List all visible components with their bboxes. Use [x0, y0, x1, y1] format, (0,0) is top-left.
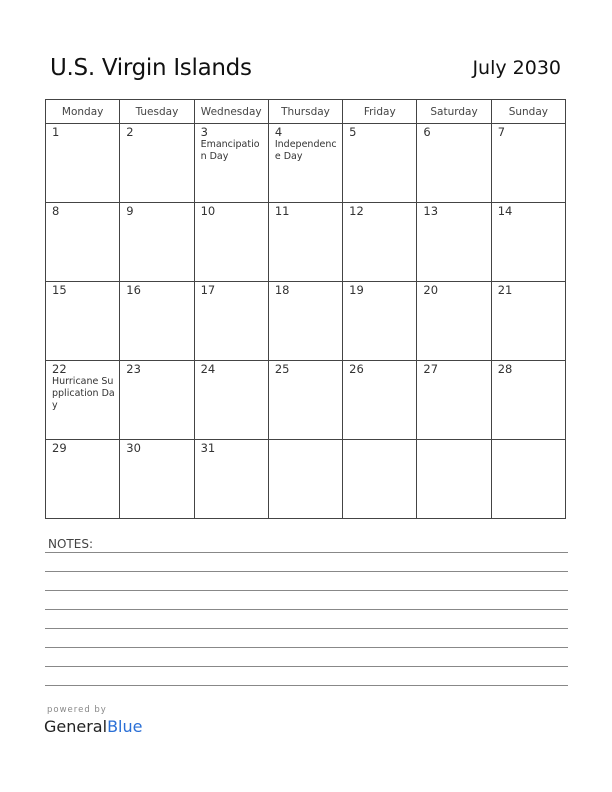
day-number: 22 — [52, 362, 67, 376]
week-row — [46, 203, 566, 282]
week-row — [46, 282, 566, 361]
day-cell — [194, 124, 268, 203]
day-number: 27 — [423, 362, 439, 376]
calendar-grid — [45, 99, 566, 519]
week-row — [46, 361, 566, 440]
weekday-monday: Monday — [46, 100, 120, 124]
day-number: 23 — [126, 362, 141, 376]
day-cell — [491, 203, 565, 282]
day-number: 31 — [200, 441, 216, 455]
generalblue-logo — [44, 717, 142, 736]
day-cell — [491, 282, 565, 361]
day-number: 21 — [497, 283, 513, 297]
holiday-label: Independence Day — [274, 139, 337, 162]
day-cell — [268, 203, 342, 282]
day-cell — [417, 282, 491, 361]
logo-general: General — [44, 717, 108, 736]
week-row — [46, 440, 566, 519]
day-cell — [46, 440, 120, 519]
day-cell — [417, 440, 491, 519]
day-number: 24 — [200, 362, 216, 376]
day-cell — [120, 124, 194, 203]
day-number: 11 — [274, 204, 290, 218]
day-cell — [343, 124, 417, 203]
day-number: 14 — [497, 204, 513, 218]
day-cell — [46, 282, 120, 361]
note-line — [45, 685, 568, 686]
day-number: 7 — [497, 125, 506, 139]
day-number: 6 — [423, 125, 431, 139]
note-line — [45, 571, 568, 572]
note-line — [45, 590, 568, 591]
day-cell — [268, 282, 342, 361]
day-number: 18 — [274, 283, 290, 297]
day-number: 30 — [126, 441, 141, 455]
week-row — [46, 124, 566, 203]
day-cell — [46, 124, 120, 203]
day-cell — [120, 361, 194, 440]
day-number: 4 — [274, 125, 283, 139]
logo-blue: Blue — [107, 717, 143, 736]
day-number: 16 — [126, 283, 141, 297]
day-cell — [194, 282, 268, 361]
note-line — [45, 552, 568, 553]
day-cell — [46, 361, 120, 440]
day-cell — [343, 361, 417, 440]
day-number: 5 — [349, 125, 357, 139]
day-number: 13 — [423, 204, 439, 218]
powered-by-text: powered by — [47, 705, 107, 715]
day-cell — [120, 282, 194, 361]
day-number: 25 — [274, 362, 290, 376]
day-cell — [268, 361, 342, 440]
notes-label: NOTES: — [48, 537, 93, 551]
day-number: 28 — [497, 362, 513, 376]
day-number: 10 — [200, 204, 216, 218]
weekday-tuesday: Tuesday — [120, 100, 194, 124]
day-cell — [491, 440, 565, 519]
day-number: 20 — [423, 283, 439, 297]
day-number: 26 — [349, 362, 364, 376]
day-number: 9 — [126, 204, 134, 218]
day-cell — [194, 440, 268, 519]
day-number: 15 — [52, 283, 67, 297]
note-line — [45, 666, 568, 667]
note-line — [45, 609, 568, 610]
weekday-thursday: Thursday — [268, 100, 342, 124]
day-cell — [417, 361, 491, 440]
day-number: 17 — [200, 283, 216, 297]
day-cell — [343, 282, 417, 361]
day-cell — [417, 124, 491, 203]
day-cell — [268, 124, 342, 203]
holiday-label: Hurricane Supplication Day — [52, 376, 115, 411]
day-cell — [194, 203, 268, 282]
day-cell — [120, 440, 194, 519]
holiday-label: Emancipation Day — [200, 139, 260, 162]
note-line — [45, 647, 568, 648]
day-number: 3 — [200, 125, 208, 139]
weekday-wednesday: Wednesday — [194, 100, 268, 124]
day-cell — [417, 203, 491, 282]
day-cell — [268, 440, 342, 519]
weekday-friday: Friday — [343, 100, 417, 124]
day-number: 29 — [52, 441, 67, 455]
day-cell — [343, 203, 417, 282]
day-cell — [46, 203, 120, 282]
day-number: 1 — [52, 125, 60, 139]
weekday-sunday: Sunday — [491, 100, 565, 124]
day-number: 2 — [126, 125, 134, 139]
day-number: 12 — [349, 204, 364, 218]
day-cell — [343, 440, 417, 519]
day-number: 19 — [349, 283, 364, 297]
day-cell — [120, 203, 194, 282]
weekday-saturday: Saturday — [417, 100, 491, 124]
weekday-header-row — [46, 100, 566, 124]
day-cell — [194, 361, 268, 440]
day-number: 8 — [52, 204, 60, 218]
note-line — [45, 628, 568, 629]
calendar-title: U.S. Virgin Islands — [50, 55, 252, 81]
day-cell — [491, 124, 565, 203]
day-cell — [491, 361, 565, 440]
calendar-month: July 2030 — [472, 57, 561, 79]
